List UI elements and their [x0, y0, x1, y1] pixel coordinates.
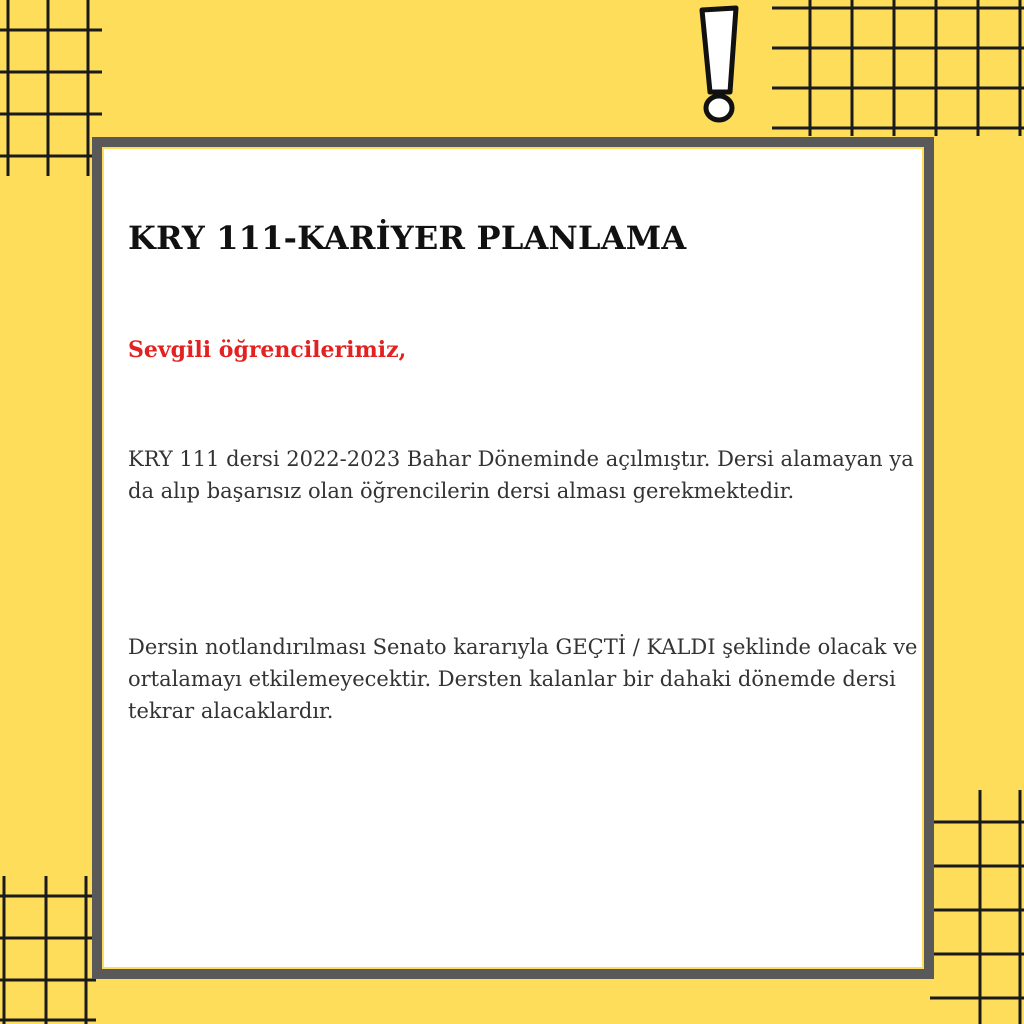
grid-pattern-bottom-right [930, 786, 1024, 1024]
paragraph-grading: Dersin notlandırılması Senato kararıyla GEÇTİ / KALDI şeklinde olacak ve ortalamayı etkilemeyecektir. Dersten kalanlar bir dahaki dönemde dersi tekrar alacaklardır. [128, 635, 918, 723]
exclamation-icon [695, 4, 743, 128]
announcement-card [92, 137, 934, 979]
card-inner-border [102, 147, 924, 969]
announcement-title: KRY 111-KARİYER PLANLAMA [128, 219, 687, 257]
greeting-text: Sevgili öğrencilerimiz, [128, 337, 407, 363]
grid-pattern-bottom-left [0, 870, 100, 1024]
grid-pattern-top-right [764, 0, 1024, 140]
paragraph-course-opened: KRY 111 dersi 2022-2023 Bahar Döneminde açılmıştır. Dersi alamayan ya da alıp başarısız olan öğrencilerin dersi alması gerekmektedir. [128, 447, 914, 503]
